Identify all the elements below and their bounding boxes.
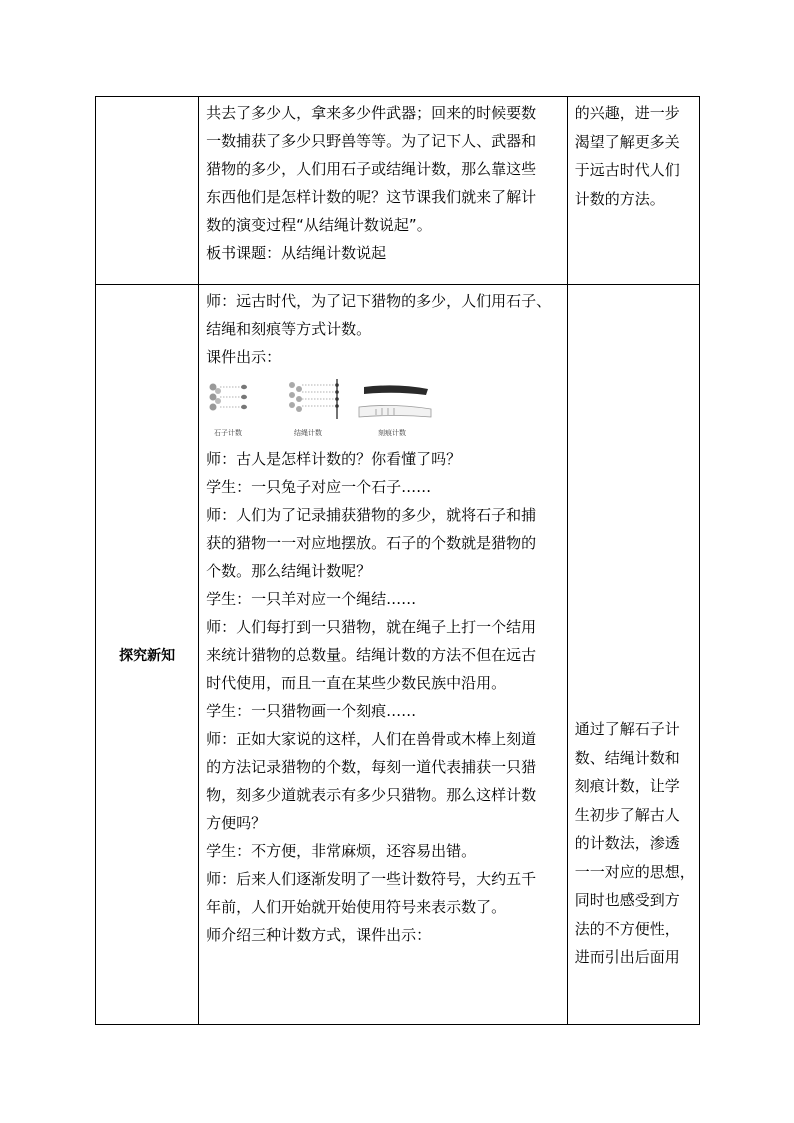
mark-counting-picture: [359, 385, 431, 437]
text-line: 师：远古时代，为了记下猎物的多少，人们用石子、: [206, 292, 552, 310]
lesson-plan-table: [95, 96, 700, 1025]
text-line: 的方法记录猎物的个数，每刻一道代表捕获一只猎: [206, 758, 537, 776]
text-line: 通过了解石子计: [574, 720, 680, 738]
text-line: 师：人们为了记录捕获猎物的多少，就将石子和捕: [206, 506, 537, 524]
text-line: 结绳和刻痕等方式计数。: [206, 320, 372, 338]
text-line: 同时也感受到方: [574, 891, 680, 909]
text-line: 于远古时代人们: [574, 161, 680, 179]
text-line: 来统计猎物的总数量。结绳计数的方法不但在远古: [206, 646, 537, 664]
text-line: 法的不方便性，: [574, 919, 680, 938]
text-line: 东西他们是怎样计数的呢？这节课我们就来了解计: [206, 188, 537, 206]
text-line: 方便吗？: [206, 814, 267, 832]
text-line: 物，刻多少道就表示有多少只猎物。那么这样计数: [206, 786, 537, 804]
text-line: 共去了多少人，拿来多少件武器；回来的时候要数: [206, 104, 537, 122]
text-line: 学生：一只羊对应一个绳结……: [206, 590, 417, 608]
table-row: [96, 285, 700, 1025]
intent-text: [575, 715, 695, 972]
text-line: 个数。那么结绳计数呢？: [206, 562, 372, 580]
text-line: 师：人们每打到一只猎物，就在绳子上打一个结用: [206, 618, 537, 636]
stage-label: 探究新知: [119, 647, 176, 664]
text-line: 学生：一只猎物画一个刻痕……: [206, 702, 417, 720]
text-line: 猎物的多少，人们用石子或结绳计数，那么靠这些: [206, 160, 537, 178]
text-line: 的计数法，渗透: [574, 834, 680, 852]
text-line: 师：古人是怎样计数的？你看懂了吗？: [206, 450, 462, 468]
text-line: 课件出示：: [206, 348, 282, 366]
text-line: 板书课题：从结绳计数说起: [206, 244, 387, 262]
rope-counting-picture: [289, 379, 339, 437]
text-line: 数、结绳计数和: [574, 748, 680, 767]
counting-methods-illustration: [206, 377, 446, 439]
text-line: 的兴趣，进一步: [574, 104, 680, 122]
text-line: 刻痕计数，让学: [574, 777, 680, 795]
text-line: 渴望了解更多关: [574, 132, 680, 151]
text-line: 师介绍三种计数方式，课件出示：: [206, 926, 432, 944]
stage-cell: [96, 285, 199, 1025]
activity-cell: [199, 285, 568, 1025]
stage-cell: [96, 97, 199, 285]
intent-cell: [567, 97, 699, 285]
rope-counting-caption: 结绳计数: [294, 429, 323, 437]
text-line: 学生：一只兔子对应一个石子……: [206, 478, 432, 496]
text-line: 计数的方法。: [574, 189, 665, 208]
text-line: 进而引出后面用: [574, 948, 680, 966]
activity-cell: [199, 97, 568, 285]
mark-counting-caption: 刻痕计数: [378, 429, 407, 437]
text-line: 一一对应的思想，: [574, 862, 695, 881]
text-line: 时代使用，而且一直在某些少数民族中沿用。: [206, 674, 507, 692]
text-line: 一数捕获了多少只野兽等等。为了记下人、武器和: [206, 132, 537, 150]
intent-cell: [567, 285, 699, 1025]
text-line: 生初步了解古人: [574, 805, 680, 824]
text-line: 年前，人们开始就开始使用符号来表示数了。: [206, 898, 507, 916]
text-line: 数的演变过程“从结绳计数说起”。: [206, 216, 432, 234]
table-row: [96, 97, 700, 285]
text-line: 获的猎物一一对应地摆放。石子的个数就是猎物的: [206, 534, 537, 552]
stone-counting-picture: [210, 384, 248, 438]
text-line: 学生：不方便，非常麻烦，还容易出错。: [206, 842, 477, 860]
stone-counting-caption: 石子计数: [214, 429, 243, 437]
text-line: 师：正如大家说的这样，人们在兽骨或木棒上刻道: [206, 730, 537, 748]
counting-methods-figure: [206, 377, 561, 439]
text-line: 师：后来人们逐渐发明了一些计数符号，大约五千: [206, 870, 537, 888]
